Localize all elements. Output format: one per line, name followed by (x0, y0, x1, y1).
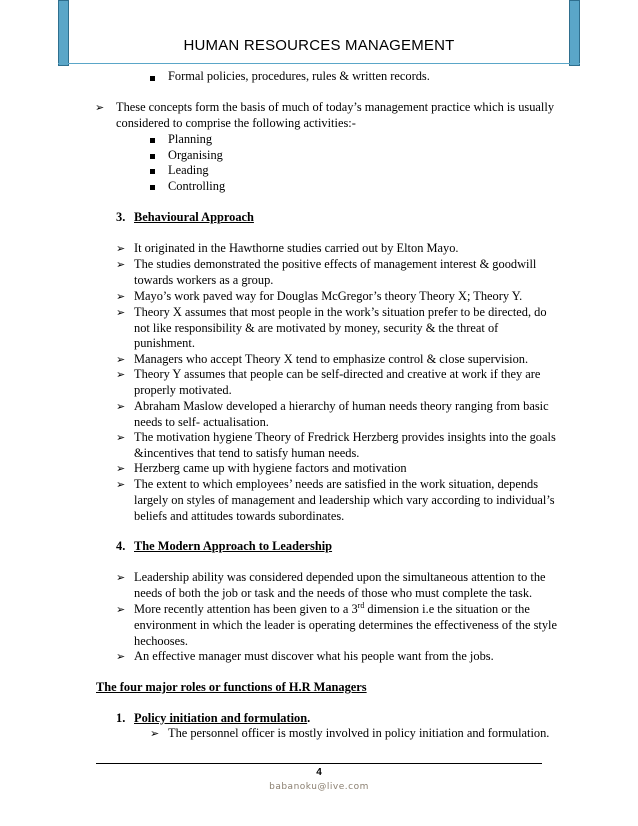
role-1-bullet-text: The personnel officer is mostly involved in policy initiation and formulation. (168, 726, 550, 740)
section-4-line-part: dimension i.e the situation or the (364, 602, 530, 616)
header-divider (58, 63, 580, 64)
section-3-number: 3. (116, 210, 126, 224)
activity-item: Planning (168, 132, 213, 146)
section-3-line: &incentives that tend to satisfy human needs. (134, 446, 360, 460)
square-bullet-icon (150, 185, 155, 190)
section-3-line: largely on styles of management and leadership which vary according to individual’s (134, 493, 555, 507)
concepts-text-line-1: These concepts form the basis of much of today’s management practice which is usually (116, 100, 555, 114)
header-tab-left-decoration (58, 0, 69, 66)
arrow-bullet-icon: ➢ (150, 727, 160, 740)
superscript-ordinal: rd (357, 600, 365, 610)
role-1-number: 1. (116, 711, 126, 725)
section-3-line: Theory X assumes that most people in the work’s situation prefer to be directed, do (134, 305, 547, 319)
section-3-line: beliefs and attitudes towards subordinates. (134, 509, 345, 523)
section-3-line: The motivation hygiene Theory of Fredrick Herzberg provides insights into the goals (134, 430, 556, 444)
section-3-line: needs to self- actualisation. (134, 415, 269, 429)
arrow-bullet-icon: ➢ (116, 242, 126, 255)
arrow-bullet-icon: ➢ (116, 462, 126, 475)
activity-item: Organising (168, 148, 223, 162)
arrow-bullet-icon: ➢ (116, 306, 126, 319)
concepts-text-line-2: considered to comprise the following activities:- (116, 116, 356, 130)
section-3-line: Managers who accept Theory X tend to emphasize control & close supervision. (134, 352, 529, 366)
arrow-bullet-icon: ➢ (116, 353, 126, 366)
arrow-bullet-icon: ➢ (116, 431, 126, 444)
section-4-line-part: More recently attention has been given to a 3 (134, 602, 358, 616)
header-tab-right-decoration (569, 0, 580, 66)
square-bullet-icon (150, 138, 155, 143)
section-3-title: Behavioural Approach (134, 210, 254, 224)
section-3-line: It originated in the Hawthorne studies carried out by Elton Mayo. (134, 241, 459, 255)
role-1-title-line (134, 711, 310, 727)
section-3-line: The extent to which employees’ needs are satisfied in the work situation, depends (134, 477, 539, 491)
arrow-bullet-icon: ➢ (116, 400, 126, 413)
section-4-line: needs of both the job or task and the needs of those who must complete the task. (134, 586, 533, 600)
arrow-bullet-icon: ➢ (116, 258, 126, 271)
section-4-number: 4. (116, 539, 126, 553)
section-3-line: Mayo’s work paved way for Douglas McGregor’s theory Theory X; Theory Y. (134, 289, 523, 303)
activity-item: Leading (168, 163, 209, 177)
section-3-line: Abraham Maslow developed a hierarchy of human needs theory ranging from basic (134, 399, 549, 413)
section-4-title: The Modern Approach to Leadership (134, 539, 333, 553)
section-3-line: towards workers as a group. (134, 273, 274, 287)
footer-divider (96, 763, 542, 764)
arrow-bullet-icon: ➢ (95, 101, 105, 114)
page-number: 4 (316, 767, 322, 778)
role-1-title-period: . (307, 711, 311, 725)
arrow-bullet-icon: ➢ (116, 571, 126, 584)
arrow-bullet-icon: ➢ (116, 650, 126, 663)
section-3-line: properly motivated. (134, 383, 232, 397)
section-3-line: Herzberg came up with hygiene factors and motivation (134, 461, 407, 475)
section-4-line: Leadership ability was considered depended upon the simultaneous attention to the (134, 570, 546, 584)
square-bullet-icon (150, 169, 155, 174)
arrow-bullet-icon: ➢ (116, 478, 126, 491)
section-4-line: environment in which the leader is operating determines the effectiveness of the style (134, 618, 557, 632)
role-1-title: Policy initiation and formulation (134, 711, 308, 725)
square-bullet-icon (150, 154, 155, 159)
intro-bullet-text: Formal policies, procedures, rules & written records. (168, 69, 430, 83)
section-4-line-with-superscript (134, 602, 530, 618)
arrow-bullet-icon: ➢ (116, 290, 126, 303)
activity-item: Controlling (168, 179, 226, 193)
section-3-line: not like responsibility & are motivated by money, security & the threat of (134, 321, 499, 335)
roles-heading: The four major roles or functions of H.R Managers (96, 680, 367, 694)
footer-email: babanoku@live.com (269, 782, 369, 792)
section-3-line: Theory Y assumes that people can be self-directed and creative at work if they are (134, 367, 541, 381)
arrow-bullet-icon: ➢ (116, 368, 126, 381)
arrow-bullet-icon: ➢ (116, 603, 126, 616)
section-4-line: An effective manager must discover what his people want from the jobs. (134, 649, 494, 663)
page-header-title: HUMAN RESOURCES MANAGEMENT (183, 37, 455, 54)
square-bullet-icon (150, 76, 155, 81)
section-4-line: hechooses. (134, 634, 189, 648)
section-3-line: The studies demonstrated the positive effects of management interest & goodwill (134, 257, 537, 271)
section-3-line: punishment. (134, 336, 195, 350)
